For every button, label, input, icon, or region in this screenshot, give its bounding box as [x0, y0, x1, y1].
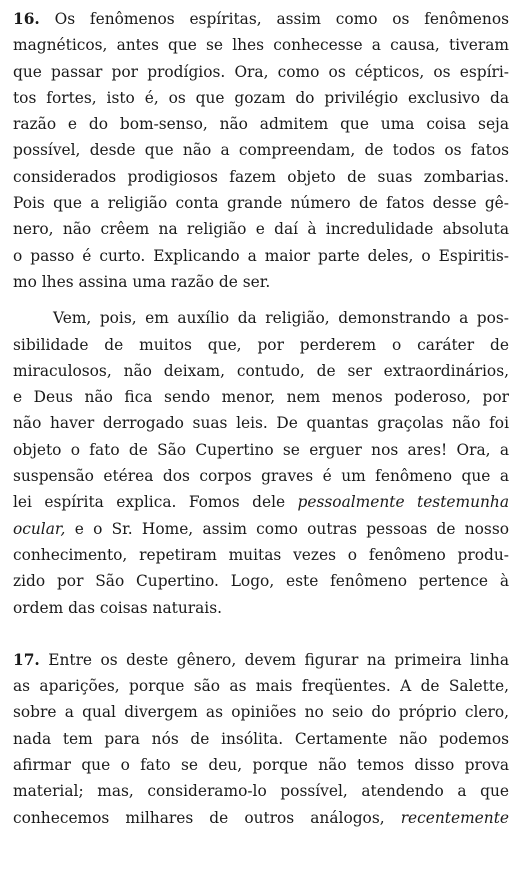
text-line: razão e do bom-senso, não admitem que uma coisa seja — [13, 115, 509, 134]
text-line: sibilidade de muitos que, por perderem o caráter de — [13, 335, 509, 354]
line-text: Os fenômenos espíritas, assim como os fenômenos — [39, 10, 509, 28]
text-line: afirmar que o fato se deu, porque não temos disso prova — [13, 756, 509, 775]
text-line: as aparições, porque são as mais freqüentes. A de Salette, — [13, 677, 509, 696]
text-line: e Deus não fica sendo menor, nem menos poderoso, por — [13, 388, 509, 407]
paragraph-number: 17. — [13, 650, 40, 669]
text-line: nada tem para nós de insólita. Certamente não podemos — [13, 729, 509, 748]
text-line: miraculosos, não deixam, contudo, de ser extraordinários, — [13, 361, 509, 380]
italic-text: recentemente — [400, 808, 509, 827]
line-text: conhecemos milhares de outros análogos, — [13, 808, 401, 827]
text-line: objeto o fato de São Cupertino se erguer nos ares! Ora, a — [13, 440, 509, 459]
line-text: lei espírita explica. Fomos dele — [13, 493, 298, 512]
paragraph-16 — [13, 6, 509, 295]
text-line: ordem das coisas naturais. — [13, 598, 222, 617]
text-line: Vem, pois, em auxílio da religião, demonstrando a pos- — [53, 309, 509, 328]
line-text: e o Sr. Home, assim como outras pessoas de nosso — [65, 519, 509, 538]
text-line: tos fortes, isto é, os que gozam do privilégio exclusivo da — [13, 88, 509, 107]
text-line: mo lhes assina uma razão de ser. — [13, 272, 271, 291]
text-line: nero, não crêem na religião e daí à incredulidade absoluta — [13, 220, 509, 239]
paragraph-vem-pois — [13, 305, 509, 621]
text-line: conhecimento, repetiram muitas vezes o fenômeno produ- — [13, 545, 509, 564]
text-line — [13, 516, 509, 542]
line-text: Entre os deste gênero, devem figurar na primeira linha — [39, 650, 509, 669]
text-line: considerados prodigiosos fazem objeto de suas zombarias. — [13, 167, 509, 186]
italic-text: pessoalmente testemunha — [297, 493, 509, 512]
paragraph-17 — [13, 647, 509, 831]
text-line: o passo é curto. Explicando a maior parte deles, o Espiritis- — [13, 246, 509, 265]
text-line — [13, 647, 509, 673]
text-line: possível, desde que não a compreendam, de todos os fatos — [13, 141, 509, 160]
text-line: que passar por prodígios. Ora, como os cépticos, os espíri- — [13, 62, 509, 81]
text-line: suspensão etérea dos corpos graves é um fenômeno que a — [13, 467, 509, 486]
text-line: material; mas, consideramo-lo possível, atendendo a que — [13, 782, 509, 801]
text-line: Pois que a religião conta grande número de fatos desse gê- — [13, 194, 509, 213]
text-line — [13, 805, 509, 831]
paragraph-number: 16. — [13, 10, 40, 28]
text-line: magnéticos, antes que se lhes conhecesse a causa, tiveram — [13, 36, 509, 55]
text-line — [13, 6, 509, 32]
text-line — [13, 489, 509, 515]
text-line: zido por São Cupertino. Logo, este fenômeno pertence à — [13, 572, 509, 591]
text-line: não haver derrogado suas leis. De quantas graçolas não foi — [13, 414, 509, 433]
italic-text: ocular, — [13, 519, 66, 538]
text-line: sobre a qual divergem as opiniões no seio do próprio clero, — [13, 703, 509, 722]
